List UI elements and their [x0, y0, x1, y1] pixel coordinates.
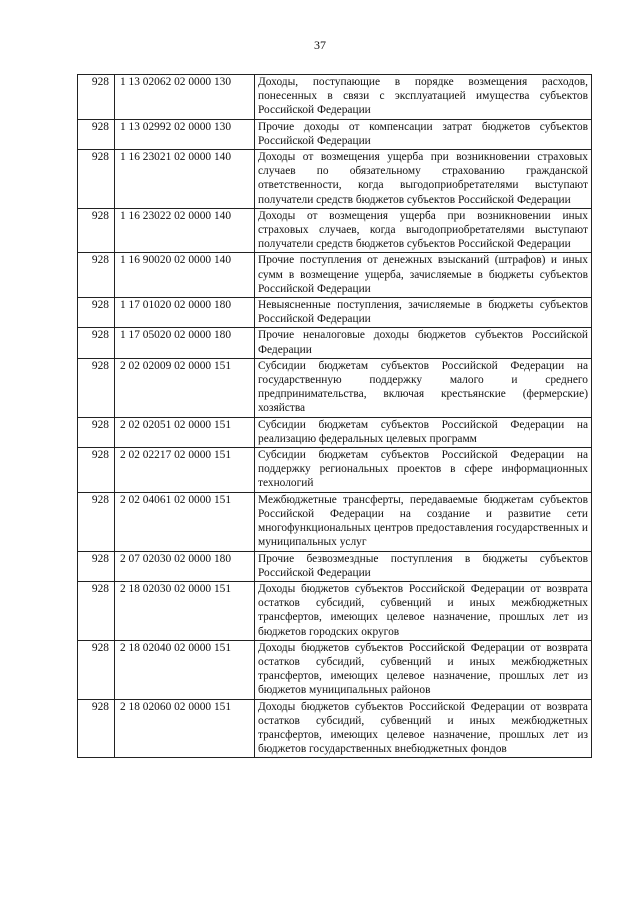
revenue-name-cell: Прочие поступления от денежных взысканий (штрафов) и иных сумм в возмещение ущерба, зачисляемые в бюджеты субъектов Российской Федерации: [255, 253, 592, 298]
table-row: [78, 581, 592, 640]
admin-code-cell: 928: [78, 699, 115, 758]
table-row: [78, 75, 592, 120]
admin-code-cell: 928: [78, 492, 115, 551]
revenue-name-cell: Доходы, поступающие в порядке возмещения расходов, понесенных в связи с эксплуатацией имущества субъектов Российской Федерации: [255, 75, 592, 120]
budget-classification-code-cell: 2 02 02217 02 0000 151: [115, 448, 255, 493]
budget-classification-code-cell: 1 17 05020 02 0000 180: [115, 328, 255, 358]
budget-classification-code-cell: 1 16 23022 02 0000 140: [115, 208, 255, 253]
table-row: [78, 448, 592, 493]
table-row: [78, 551, 592, 581]
admin-code-cell: 928: [78, 640, 115, 699]
budget-classification-code-cell: 2 18 02060 02 0000 151: [115, 699, 255, 758]
table-row: [78, 492, 592, 551]
table-row: [78, 298, 592, 328]
table-row: [78, 699, 592, 758]
revenue-codes-table: [77, 74, 592, 758]
revenue-name-cell: Невыясненные поступления, зачисляемые в бюджеты субъектов Российской Федерации: [255, 298, 592, 328]
table-row: [78, 150, 592, 209]
admin-code-cell: 928: [78, 253, 115, 298]
admin-code-cell: 928: [78, 581, 115, 640]
revenue-name-cell: Субсидии бюджетам субъектов Российской Федерации на государственную поддержку малого и среднего предпринимательства, включая крестьянские (фермерские) хозяйства: [255, 358, 592, 417]
revenue-name-cell: Субсидии бюджетам субъектов Российской Федерации на поддержку региональных проектов в сфере информационных технологий: [255, 448, 592, 493]
revenue-name-cell: Прочие неналоговые доходы бюджетов субъектов Российской Федерации: [255, 328, 592, 358]
revenue-name-cell: Прочие доходы от компенсации затрат бюджетов субъектов Российской Федерации: [255, 119, 592, 149]
admin-code-cell: 928: [78, 119, 115, 149]
admin-code-cell: 928: [78, 150, 115, 209]
table-row: [78, 208, 592, 253]
budget-classification-code-cell: 2 02 02009 02 0000 151: [115, 358, 255, 417]
table-row: [78, 640, 592, 699]
budget-classification-code-cell: 2 02 02051 02 0000 151: [115, 417, 255, 447]
revenue-name-cell: Субсидии бюджетам субъектов Российской Федерации на реализацию федеральных целевых программ: [255, 417, 592, 447]
revenue-name-cell: Доходы бюджетов субъектов Российской Федерации от возврата остатков субсидий, субвенций и иных межбюджетных трансфертов, имеющих целевое назначение, прошлых лет из бюджетов государственных внебюджетных фондов: [255, 699, 592, 758]
budget-classification-code-cell: 1 16 90020 02 0000 140: [115, 253, 255, 298]
admin-code-cell: 928: [78, 328, 115, 358]
page-number: 37: [314, 38, 326, 52]
budget-classification-code-cell: 1 17 01020 02 0000 180: [115, 298, 255, 328]
admin-code-cell: 928: [78, 551, 115, 581]
budget-classification-code-cell: 2 18 02030 02 0000 151: [115, 581, 255, 640]
budget-classification-code-cell: 2 07 02030 02 0000 180: [115, 551, 255, 581]
budget-classification-code-cell: 2 02 04061 02 0000 151: [115, 492, 255, 551]
admin-code-cell: 928: [78, 448, 115, 493]
admin-code-cell: 928: [78, 208, 115, 253]
table-row: [78, 253, 592, 298]
admin-code-cell: 928: [78, 417, 115, 447]
admin-code-cell: 928: [78, 358, 115, 417]
revenue-name-cell: Прочие безвозмездные поступления в бюджеты субъектов Российской Федерации: [255, 551, 592, 581]
table-row: [78, 417, 592, 447]
table-row: [78, 119, 592, 149]
table-body: [78, 75, 592, 758]
revenue-name-cell: Доходы бюджетов субъектов Российской Федерации от возврата остатков субсидий, субвенций и иных межбюджетных трансфертов, имеющих целевое назначение, прошлых лет из бюджетов муниципальных районов: [255, 640, 592, 699]
revenue-name-cell: Доходы от возмещения ущерба при возникновении страховых случаев по обязательному страхованию гражданской ответственности, когда выгодоприобретателями выступают получатели средств бюджетов субъектов Российской Федерации: [255, 150, 592, 209]
admin-code-cell: 928: [78, 298, 115, 328]
budget-classification-code-cell: 2 18 02040 02 0000 151: [115, 640, 255, 699]
revenue-name-cell: Доходы от возмещения ущерба при возникновении иных страховых случаев, когда выгодоприобретателями выступают получатели средств бюджетов субъектов Российской Федерации: [255, 208, 592, 253]
table-row: [78, 328, 592, 358]
budget-classification-code-cell: 1 13 02062 02 0000 130: [115, 75, 255, 120]
revenue-name-cell: Доходы бюджетов субъектов Российской Федерации от возврата остатков субсидий, субвенций и иных межбюджетных трансфертов, имеющих целевое назначение, прошлых лет из бюджетов городских округов: [255, 581, 592, 640]
table-row: [78, 358, 592, 417]
admin-code-cell: 928: [78, 75, 115, 120]
budget-classification-code-cell: 1 13 02992 02 0000 130: [115, 119, 255, 149]
revenue-name-cell: Межбюджетные трансферты, передаваемые бюджетам субъектов Российской Федерации на создание и развитие сети многофункциональных центров предоставления государственных и муниципальных услуг: [255, 492, 592, 551]
budget-classification-code-cell: 1 16 23021 02 0000 140: [115, 150, 255, 209]
